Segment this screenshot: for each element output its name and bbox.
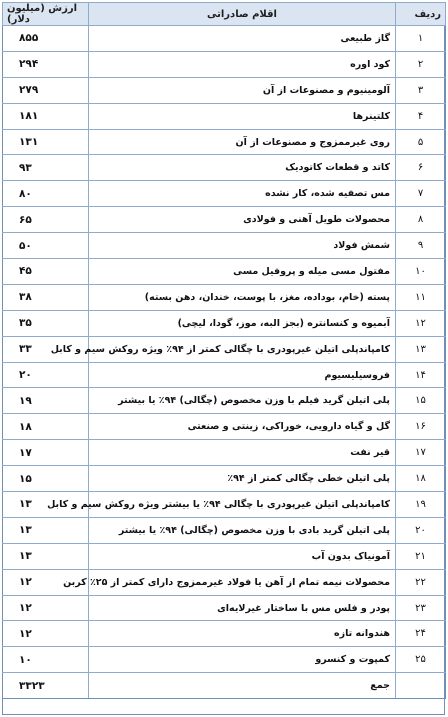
table-row — [3, 362, 446, 388]
table-row — [3, 233, 446, 259]
item-value: ۲۹۴ — [3, 51, 89, 77]
item-value: ۶۵ — [3, 207, 89, 233]
item-value: ۱۸۱ — [3, 103, 89, 129]
table-row — [3, 284, 446, 310]
item-value: ۱۳ — [3, 517, 89, 543]
row-index: ۲۲ — [396, 569, 446, 595]
row-index: ۶ — [396, 155, 446, 181]
table-row — [3, 310, 446, 336]
row-index: ۷ — [396, 181, 446, 207]
item-name: گاز طبیعی — [89, 26, 396, 52]
table-row — [3, 181, 446, 207]
item-value: ۱۳ — [3, 492, 89, 518]
item-value: ۱۲ — [3, 569, 89, 595]
row-index: ۵ — [396, 129, 446, 155]
row-index: ۲۳ — [396, 595, 446, 621]
item-name: روی غیرممزوج و مصنوعات از آن — [89, 129, 396, 155]
item-value: ۱۷ — [3, 440, 89, 466]
table-body — [3, 26, 446, 673]
item-value: ۲۰ — [3, 362, 89, 388]
item-name: آمونیاک بدون آب — [89, 543, 396, 569]
item-name: پلی اتیلن خطی چگالی کمتر از ۹۴٪ — [89, 466, 396, 492]
row-index: ۱۶ — [396, 414, 446, 440]
item-name: کامپاندپلی اتیلن غیرپودری با چگالی کمتر از ۹۴٪ ویژه روکش سیم و کابل — [89, 336, 396, 362]
row-index: ۱۲ — [396, 310, 446, 336]
table-row — [3, 569, 446, 595]
row-index: ۲۴ — [396, 621, 446, 647]
table-header-row — [3, 3, 446, 26]
header-idx: ردیف — [396, 3, 446, 26]
row-index: ۱۹ — [396, 492, 446, 518]
item-value: ۸۵۵ — [3, 26, 89, 52]
item-value: ۱۹ — [3, 388, 89, 414]
table-row — [3, 26, 446, 52]
total-row — [3, 673, 446, 699]
item-name: کود اوره — [89, 51, 396, 77]
table-row — [3, 492, 446, 518]
item-value: ۳۵ — [3, 310, 89, 336]
item-name: شمش فولاد — [89, 233, 396, 259]
row-index: ۱ — [396, 26, 446, 52]
item-name: پلی اتیلن گرید فیلم با وزن مخصوص (چگالی) ۹۴٪ یا بیشتر — [89, 388, 396, 414]
table-row — [3, 414, 446, 440]
item-name: هندوانه تازه — [89, 621, 396, 647]
table-row — [3, 336, 446, 362]
item-name: کلتینرها — [89, 103, 396, 129]
header-name: اقلام صادراتی — [89, 3, 396, 26]
item-name: پسته (خام، بوداده، مغز، با پوست، خندان، دهن بسته) — [89, 284, 396, 310]
item-name: قیر نفت — [89, 440, 396, 466]
item-name: آبمیوه و کنسانتره (بجز البه، موز، گودا، لیچی) — [89, 310, 396, 336]
item-name: گل و گیاه دارویی، خوراکی، زینتی و صنعتی — [89, 414, 396, 440]
item-name: آلومینیوم و مصنوعات از آن — [89, 77, 396, 103]
item-value: ۴۵ — [3, 259, 89, 285]
row-index: ۲۰ — [396, 517, 446, 543]
item-name: پلی اتیلن گرید بادی با وزن مخصوص (چگالی) ۹۴٪ یا بیشتر — [89, 517, 396, 543]
row-index: ۸ — [396, 207, 446, 233]
item-name: مفتول مسی میله و پروفیل مسی — [89, 259, 396, 285]
row-index: ۴ — [396, 103, 446, 129]
item-value: ۸۰ — [3, 181, 89, 207]
item-value: ۱۵ — [3, 466, 89, 492]
export-items-table — [2, 2, 446, 699]
item-name: محصولات نیمه تمام از آهن یا فولاد غیرممزوج دارای کمتر از ۲۵٪ کربن — [89, 569, 396, 595]
item-value: ۵۰ — [3, 233, 89, 259]
table-row — [3, 207, 446, 233]
row-index: ۱۵ — [396, 388, 446, 414]
row-index: ۲ — [396, 51, 446, 77]
total-idx-cell — [396, 673, 446, 699]
item-name: پودر و فلس مس با ساختار غیرلایه‌ای — [89, 595, 396, 621]
table-row — [3, 77, 446, 103]
item-value: ۱۲ — [3, 621, 89, 647]
item-name: کامپاندپلی اتیلن غیرپودری با چگالی ۹۴٪ یا بیشتر ویژه روکش سیم و کابل — [89, 492, 396, 518]
item-name: مس تصفیه شده، کار نشده — [89, 181, 396, 207]
row-index: ۱۰ — [396, 259, 446, 285]
header-value: ارزش (میلیون دلار) — [3, 3, 89, 26]
table-row — [3, 129, 446, 155]
table-row — [3, 388, 446, 414]
item-name: کمپوت و کنسرو — [89, 647, 396, 673]
item-value: ۱۳ — [3, 543, 89, 569]
row-index: ۱۴ — [396, 362, 446, 388]
item-value: ۱۲ — [3, 595, 89, 621]
table-row — [3, 517, 446, 543]
table-row — [3, 595, 446, 621]
item-value: ۳۳ — [3, 336, 89, 362]
item-value: ۹۳ — [3, 155, 89, 181]
table-row — [3, 543, 446, 569]
row-index: ۹ — [396, 233, 446, 259]
table-row — [3, 103, 446, 129]
row-index: ۱۱ — [396, 284, 446, 310]
item-value: ۲۷۹ — [3, 77, 89, 103]
table-row — [3, 259, 446, 285]
row-index: ۱۸ — [396, 466, 446, 492]
item-name: محصولات طویل آهنی و فولادی — [89, 207, 396, 233]
table-row — [3, 51, 446, 77]
table-row — [3, 440, 446, 466]
item-value: ۳۸ — [3, 284, 89, 310]
item-name: فروسیلیسیوم — [89, 362, 396, 388]
item-value: ۱۳۱ — [3, 129, 89, 155]
table-row — [3, 466, 446, 492]
row-index: ۱۳ — [396, 336, 446, 362]
row-index: ۱۷ — [396, 440, 446, 466]
row-index: ۲۵ — [396, 647, 446, 673]
table-row — [3, 155, 446, 181]
total-label: جمع — [89, 673, 396, 699]
row-index: ۳ — [396, 77, 446, 103]
table-row — [3, 621, 446, 647]
row-index: ۲۱ — [396, 543, 446, 569]
item-value: ۱۸ — [3, 414, 89, 440]
total-value: ۳۳۲۳ — [3, 673, 89, 699]
item-name: کاتد و قطعات کاتودیک — [89, 155, 396, 181]
table-row — [3, 647, 446, 673]
item-value: ۱۰ — [3, 647, 89, 673]
